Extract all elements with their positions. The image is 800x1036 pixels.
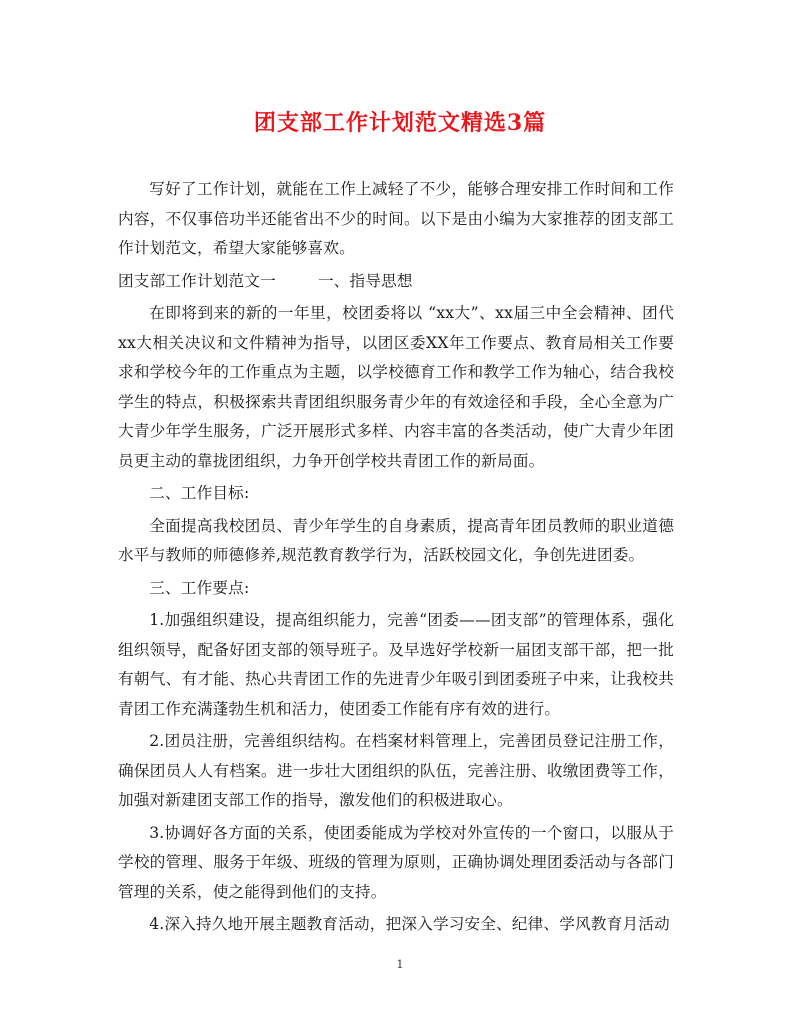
section2-heading: 二、工作目标: bbox=[149, 484, 250, 502]
section1-heading: 一、指导思想 bbox=[317, 271, 413, 290]
point-paragraph-3: 3.协调好各方面的关系，使团委能成为学校对外宣传的一个窗口，以服从于学校的管理、服务于年级、班级的管理为原则，正确协调处理团委活动与各部门管理的关系，使之能得到他们的支持。 bbox=[118, 823, 674, 901]
document-title: 团支部工作计划范文精选3篇 bbox=[253, 110, 547, 136]
point-paragraph-4: 4.深入持久地开展主题教育活动，把深入学习安全、纪律、学风教育月活动 bbox=[149, 915, 670, 933]
section3-heading: 三、工作要点: bbox=[149, 578, 250, 597]
intro-paragraph: 写好了工作计划，就能在工作上减轻了不少，能够合理安排工作时间和工作内容，不仅事倍功半还能省出不少的时间。以下是由小编为大家推荐的团支部工作计划范文，希望大家能够喜欢。 bbox=[118, 180, 674, 257]
document-body bbox=[118, 175, 674, 943]
section1-paragraph: 在即将到来的新的一年里，校团委将以 “xx大”、xx届三中全会精神、团代xx大相关决议和文件精神为指导，以团区委XX年工作要点、教育局相关工作要求和学校今年的工作重点为主题，以学校德育工作和教学工作为轴心，结合我校学生的特点，积极探索共青团组织服务青少年的有效途径和手段，全心全意为广大青少年学生服务，广泛开展形式多样、内容丰富的各类活动，使广大青少年团员更主动的靠拢团组织，力争开创学校共青团工作的新局面。 bbox=[118, 304, 674, 470]
sample-heading: 团支部工作计划范文一 bbox=[118, 271, 276, 290]
sample-heading-line bbox=[118, 267, 674, 297]
page-number: 1 bbox=[396, 958, 404, 971]
point-paragraph-2: 2.团员注册，完善组织结构。在档案材料管理上，完善团员登记注册工作，确保团员人人有档案。进一步壮大团组织的队伍，完善注册、收缴团费等工作，加强对新建团支部工作的指导，激发他们的积极进取心。 bbox=[118, 732, 674, 809]
point-paragraph-1: 1.加强组织建设，提高组织能力，完善“团委——团支部”的管理体系，强化组织领导，配备好团支部的领导班子。及早选好学校新一届团支部干部，把一批有朝气、有才能、热心共青团工作的先进青少年吸引到团委班子中来，让我校共青团工作充满蓬勃生机和活力，使团委工作能有序有效的进行。 bbox=[118, 611, 674, 718]
section2-paragraph: 全面提高我校团员、青少年学生的自身素质，提高青年团员教师的职业道德水平与教师的师德修养,规范教育教学行为，活跃校园文化，争创先进团委。 bbox=[118, 516, 674, 564]
